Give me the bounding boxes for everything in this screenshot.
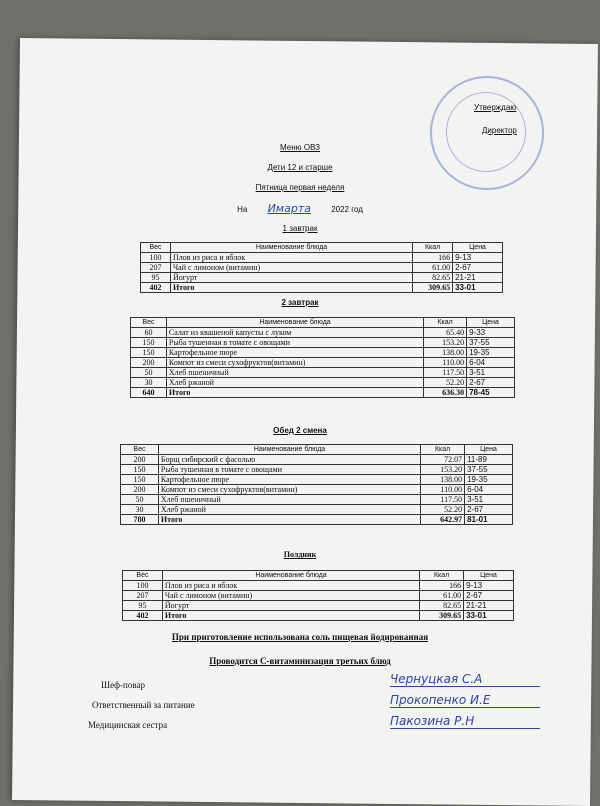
cell-name: Салат из квашеной капусты с луком: [166, 328, 423, 338]
table-breakfast-2: [130, 317, 515, 398]
table-snack: [122, 570, 514, 621]
cell-name: Картофельное пюре: [166, 348, 423, 358]
cell-weight: 30: [131, 378, 167, 388]
col-weight: Вес: [121, 445, 159, 455]
total-price: 78-45: [467, 388, 515, 398]
cell-kcal: 82.65: [420, 601, 464, 611]
cell-kcal: 153.20: [421, 465, 465, 475]
cell-price: 6-04: [467, 358, 515, 368]
total-label: Итого: [170, 283, 412, 293]
role-chef: Шеф-повар: [101, 680, 145, 690]
table-breakfast-1: [140, 242, 503, 293]
cell-weight: 200: [131, 358, 167, 368]
table-row: [131, 368, 515, 378]
cell-weight: 50: [131, 368, 167, 378]
signature-nurse: Пакозина Р.Н: [390, 714, 540, 729]
cell-kcal: 153.20: [424, 338, 467, 348]
cell-name: Хлеб пшеничный: [158, 495, 420, 505]
total-row: [123, 611, 514, 621]
cell-name: Хлеб ржаной: [166, 378, 423, 388]
cell-weight: 30: [121, 505, 159, 515]
cell-name: Рыба тушенная в томате с овощами: [158, 465, 420, 475]
cell-price: 9-13: [464, 581, 514, 591]
table-row: [123, 601, 514, 611]
day-of-week: Пятница первая неделя: [255, 183, 345, 192]
table-row: [121, 465, 513, 475]
cell-price: 11-89: [465, 455, 513, 465]
total-label: Итого: [166, 388, 423, 398]
col-kcal: Ккал: [413, 243, 453, 253]
cell-kcal: 138.00: [421, 475, 465, 485]
total-label: Итого: [158, 515, 420, 525]
date-prefix: На: [237, 205, 248, 214]
col-name: Наименование блюда: [166, 318, 423, 328]
menu-title: Меню ОВЗ: [280, 143, 320, 152]
col-kcal: Ккал: [424, 318, 467, 328]
total-weight: 780: [121, 515, 159, 525]
cell-price: 3-51: [467, 368, 515, 378]
col-name: Наименование блюда: [170, 243, 412, 253]
cell-kcal: 117.50: [424, 368, 467, 378]
total-row: [121, 515, 513, 525]
cell-price: 2-67: [453, 263, 503, 273]
cell-price: 3-51: [465, 495, 513, 505]
total-weight: 402: [123, 611, 163, 621]
cell-weight: 150: [131, 348, 167, 358]
cell-kcal: 52.20: [421, 505, 465, 515]
cell-weight: 150: [131, 338, 167, 348]
cell-price: 6-04: [465, 485, 513, 495]
cell-price: 37-55: [465, 465, 513, 475]
total-label: Итого: [162, 611, 419, 621]
total-kcal: 309.65: [413, 283, 453, 293]
table-header-row: [131, 318, 515, 328]
signature-nutrition-manager: Прокопенко И.Е: [390, 693, 540, 708]
table-row: [141, 273, 503, 283]
col-price: Цена: [453, 243, 503, 253]
table-header-row: [141, 243, 503, 253]
cell-name: Йогурт: [170, 273, 412, 283]
meal-title-breakfast-1: 1 завтрак: [282, 224, 318, 233]
table-lunch: [120, 444, 513, 525]
table-row: [123, 591, 514, 601]
cell-kcal: 166: [420, 581, 464, 591]
role-nutrition-manager: Ответственный за питание: [92, 700, 195, 710]
date-line: [0, 202, 600, 215]
total-price: 33-01: [453, 283, 503, 293]
cell-price: 21-21: [464, 601, 514, 611]
cell-weight: 207: [141, 263, 171, 273]
total-row: [141, 283, 503, 293]
cell-name: Компот из смеси сухофруктов(витамин): [158, 485, 420, 495]
meal-title-lunch: Обед 2 смена: [273, 426, 327, 435]
table-row: [121, 475, 513, 485]
table-row: [141, 263, 503, 273]
cell-price: 2-67: [467, 378, 515, 388]
approve-label: Утверждаю: [474, 103, 517, 112]
meal-title-breakfast-2: 2 завтрак: [281, 298, 319, 307]
total-kcal: 642.97: [421, 515, 465, 525]
table-row: [131, 338, 515, 348]
total-weight: 640: [131, 388, 167, 398]
director-label: Директор: [482, 126, 517, 135]
table-row: [131, 378, 515, 388]
cell-kcal: 65.40: [424, 328, 467, 338]
cell-name: Компот из смеси сухофруктов(витамин): [166, 358, 423, 368]
cell-price: 9-33: [467, 328, 515, 338]
cell-name: Картофельное пюре: [158, 475, 420, 485]
total-row: [131, 388, 515, 398]
table-row: [121, 485, 513, 495]
cell-kcal: 117.50: [421, 495, 465, 505]
note-vitamin-c: Проводится С-витаминизация третьих блюд: [209, 656, 391, 666]
cell-weight: 100: [141, 253, 171, 263]
table-row: [141, 253, 503, 263]
total-price: 81-01: [465, 515, 513, 525]
cell-price: 19-35: [467, 348, 515, 358]
table-header-row: [123, 571, 514, 581]
cell-kcal: 82.65: [413, 273, 453, 283]
cell-price: 2-67: [464, 591, 514, 601]
cell-price: 9-13: [453, 253, 503, 263]
cell-kcal: 52.20: [424, 378, 467, 388]
meal-title-snack: Полдник: [283, 550, 317, 559]
table-row: [121, 505, 513, 515]
table-row: [131, 358, 515, 368]
date-handwritten: Имарта: [267, 202, 311, 215]
cell-name: Плов из риса и яблок: [170, 253, 412, 263]
cell-kcal: 110.00: [424, 358, 467, 368]
col-weight: Вес: [123, 571, 163, 581]
total-weight: 402: [141, 283, 171, 293]
role-nurse: Медицинская сестра: [88, 720, 168, 730]
cell-name: Плов из риса и яблок: [162, 581, 419, 591]
col-price: Цена: [465, 445, 513, 455]
cell-name: Борщ сибирский с фасолью: [158, 455, 420, 465]
cell-weight: 60: [131, 328, 167, 338]
cell-name: Рыба тушенная в томате с овощами: [166, 338, 423, 348]
cell-kcal: 72.07: [421, 455, 465, 465]
signature-chef: Чернуцкая С.А: [390, 672, 540, 687]
col-weight: Вес: [141, 243, 171, 253]
col-weight: Вес: [131, 318, 167, 328]
table-row: [123, 581, 514, 591]
cell-kcal: 110.00: [421, 485, 465, 495]
cell-price: 37-55: [467, 338, 515, 348]
cell-kcal: 61.00: [420, 591, 464, 601]
cell-weight: 50: [121, 495, 159, 505]
total-price: 33-01: [464, 611, 514, 621]
cell-price: 19-35: [465, 475, 513, 485]
note-iodized-salt: При приготовление использована соль пищевая йодированная: [171, 632, 429, 642]
col-kcal: Ккал: [421, 445, 465, 455]
col-name: Наименование блюда: [158, 445, 420, 455]
cell-kcal: 138.00: [424, 348, 467, 358]
total-kcal: 636.30: [424, 388, 467, 398]
cell-weight: 95: [141, 273, 171, 283]
total-kcal: 309.65: [420, 611, 464, 621]
table-row: [131, 348, 515, 358]
cell-weight: 150: [121, 465, 159, 475]
col-price: Цена: [464, 571, 514, 581]
table-row: [121, 495, 513, 505]
cell-name: Хлеб пшеничный: [166, 368, 423, 378]
cell-weight: 200: [121, 455, 159, 465]
cell-name: Чай с лимоном (витамин): [170, 263, 412, 273]
cell-weight: 150: [121, 475, 159, 485]
col-name: Наименование блюда: [162, 571, 419, 581]
cell-name: Хлеб ржаной: [158, 505, 420, 515]
col-kcal: Ккал: [420, 571, 464, 581]
cell-weight: 200: [121, 485, 159, 495]
table-row: [121, 455, 513, 465]
cell-name: Йогурт: [162, 601, 419, 611]
cell-price: 2-67: [465, 505, 513, 515]
col-price: Цена: [467, 318, 515, 328]
cell-kcal: 166: [413, 253, 453, 263]
cell-weight: 207: [123, 591, 163, 601]
cell-price: 21-21: [453, 273, 503, 283]
cell-weight: 100: [123, 581, 163, 591]
cell-weight: 95: [123, 601, 163, 611]
age-group: Дети 12 и старше: [267, 163, 333, 172]
cell-kcal: 61.00: [413, 263, 453, 273]
date-year: 2022 год: [331, 205, 363, 214]
table-header-row: [121, 445, 513, 455]
cell-name: Чай с лимоном (витамин): [162, 591, 419, 601]
table-row: [131, 328, 515, 338]
